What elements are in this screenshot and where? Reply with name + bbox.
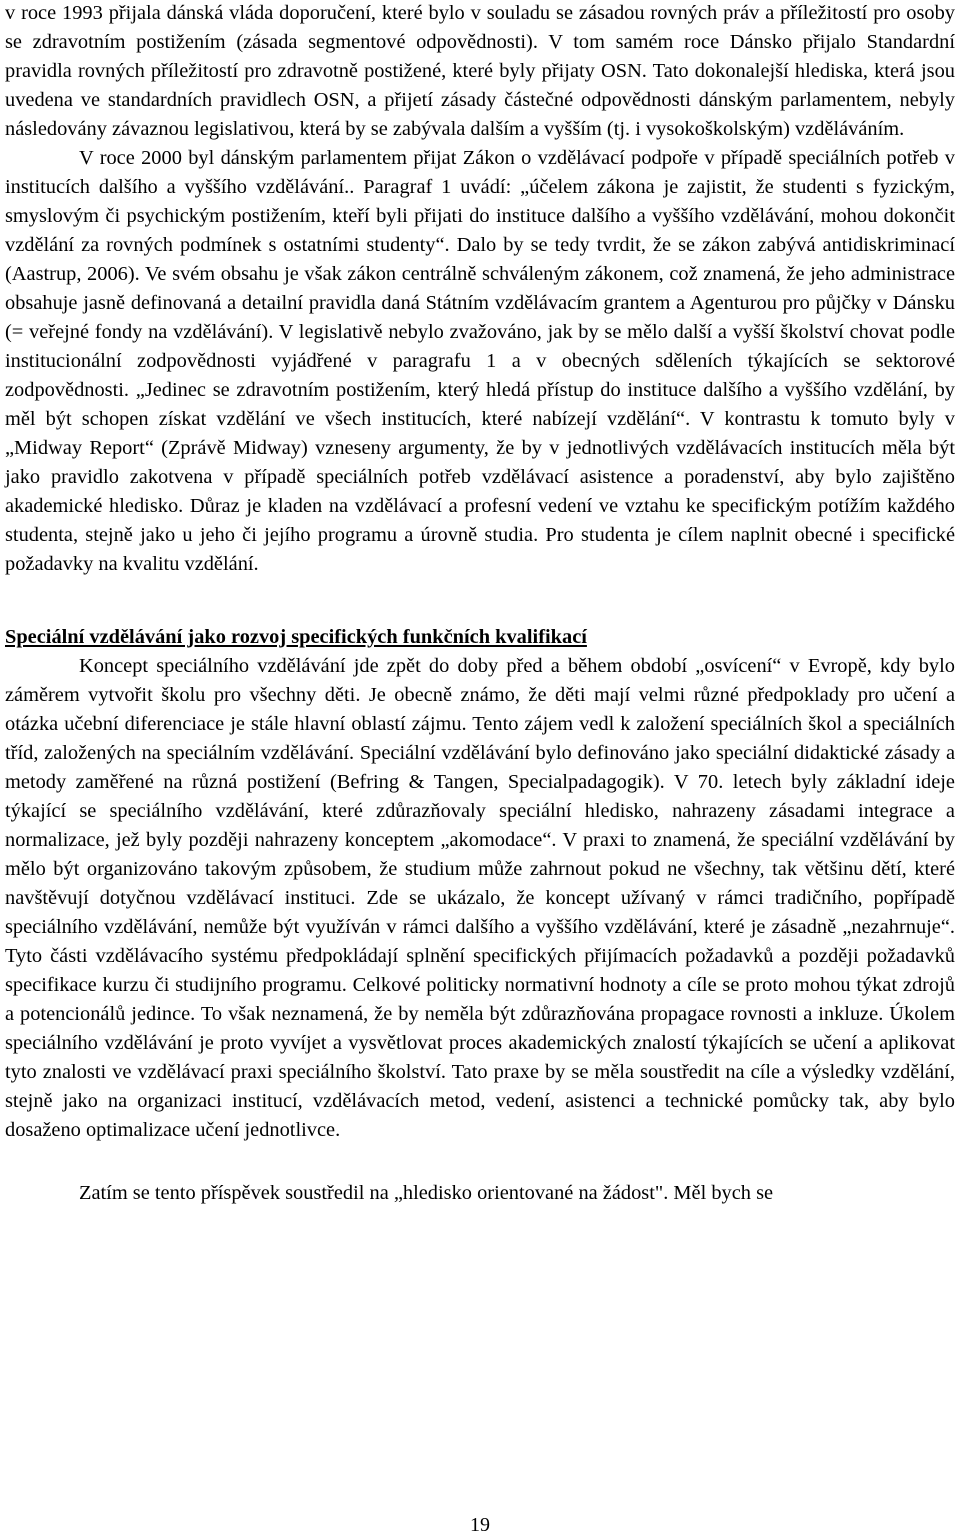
- body-paragraph-3: Koncept speciálního vzdělávání jde zpět do doby před a během období „osvícení“ v Evropě, kdy bylo záměrem vytvořit školu pro všechny děti. Je obecně známo, že děti mají velmi různé předpoklady pro učení a otázka učební diferenciace je stále hlavní oblastí zájmu. Tento zájem vedl k založení speciálních škol a speciálních tříd, založených na speciálním vzdělávání. Speciální vzdělávání bylo definováno jako speciální didaktické zásady a metody zaměřené na různá postižení (Befring & Tangen, Specialpadagogik). V 70. letech byly základní ideje týkající se speciálního vzdělávání, které zdůrazňovaly speciální hledisko, nahrazeny zásadami integrace a normalizace, jež byly později nahrazeny konceptem „akomodace“. V praxi to znamená, že speciální vzdělávání by mělo být organizováno takovým způsobem, že studium může zahrnout pokud ne všechny, tak většinu dětí, které navštěvují dotyčnou vzdělávací instituci. Zde se ukázalo, že koncept užívaný v rámci tradičního, popřípadě speciálního vzdělávání, nemůže být využíván v rámci dalšího a vyššího vzdělávání, které je zásadně „nezahrnuje“. Tyto části vzdělávacího systému předpokládají splnění specifických přijímacích požadavků a později požadavků specifikace kurzu či studijního programu. Celkové politicky normativní hodnoty a cíle se proto mohou týkat zdrojů a potencionálů jedince. To však neznamená, že by neměla být zdůrazňována propagace rovnosti a inkluze. Úkolem speciálního vzdělávání je proto vyvíjet a vysvětlovat proces akademických znalostí týkajících se učení a aplikovat tyto znalosti ve vzdělávací praxi speciálního školství. Tato praxe by se měla soustředit na cíle a výsledky vzdělání, stejně jako na organizaci institucí, vzdělávacích metod, vedení, asistenci a technické pomůcky tak, aby bylo dosaženo optimalizace učení jednotlivce.: [5, 655, 955, 1141]
- page-number: 19: [470, 1514, 490, 1536]
- section-heading: Speciální vzdělávání jako rozvoj specifických funkčních kvalifikací: [5, 626, 587, 648]
- document-page: [5, 0, 955, 1208]
- body-paragraph-2: V roce 2000 byl dánským parlamentem přijat Zákon o vzdělávací podpoře v případě speciálních potřeb v institucích dalšího a vyššího vzdělávání.. Paragraf 1 uvádí: „účelem zákona je zajistit, že studenti s fyzickým, smyslovým či psychickým postižením, kteří byli přijati do instituce dalšího a vyššího vzdělávání, mohou dokončit vzdělání za rovných podmínek s ostatními studenty“. Dalo by se tedy tvrdit, že se zákon zabývá antidiskriminací (Aastrup, 2006). Ve svém obsahu je však zákon centrálně schváleným zákonem, což znamená, že jeho administrace obsahuje jasně definovaná a detailní pravidla daná Státním vzdělávacím grantem a Agenturou pro půjčky v Dánsku (= veřejné fondy na vzdělávání). V legislativě nebylo zvažováno, jak by se mělo další a vyšší školství chovat podle institucionální zodpovědnosti vyjádřené v paragrafu 1 a v obecných sděleních týkajících se sektorové zodpovědnosti. „Jedinec se zdravotním postižením, který hledá přístup do instituce dalšího a vyššího vzdělání, by měl být schopen získat vzdělání ve všech institucích, které nabízejí vzdělání“. V kontrastu k tomuto byly v „Midway Report“ (Zprávě Midway) vzneseny argumenty, že by v jednotlivých vzdělávacích institucích měla být jako pravidlo zakotvena v případě speciálních potřeb vzdělávací asistence a poradenství, aby bylo zajištěno akademické hledisko. Důraz je kladen na vzdělávací a profesní vedení ve vztahu ke specifickým potížím každého studenta, stejně jako u jeho či jejího programu a úrovně studia. Pro studenta je cílem naplnit obecné i specifické požadavky na kvalitu vzdělání.: [5, 147, 955, 575]
- body-paragraph-1: v roce 1993 přijala dánská vláda doporučení, které bylo v souladu se zásadou rovných práv a příležitostí pro osoby se zdravotním postižením (zásada segmentové odpovědnosti). V tom samém roce Dánsko přijalo Standardní pravidla rovných příležitostí pro zdravotně postižené, které byly přijaty OSN. Tato dokonalejší hlediska, která jsou uvedena ve standardních pravidlech OSN, a přijetí zásady částečné odpovědnosti dánským parlamentem, nebyly následovány závaznou legislativou, která by se zabývala dalším a vyšším (tj. i vysokoškolským) vzděláváním.: [5, 2, 955, 140]
- body-paragraph-closing: Zatím se tento příspěvek soustředil na „hledisko orientované na žádost". Měl bych se: [79, 1182, 774, 1204]
